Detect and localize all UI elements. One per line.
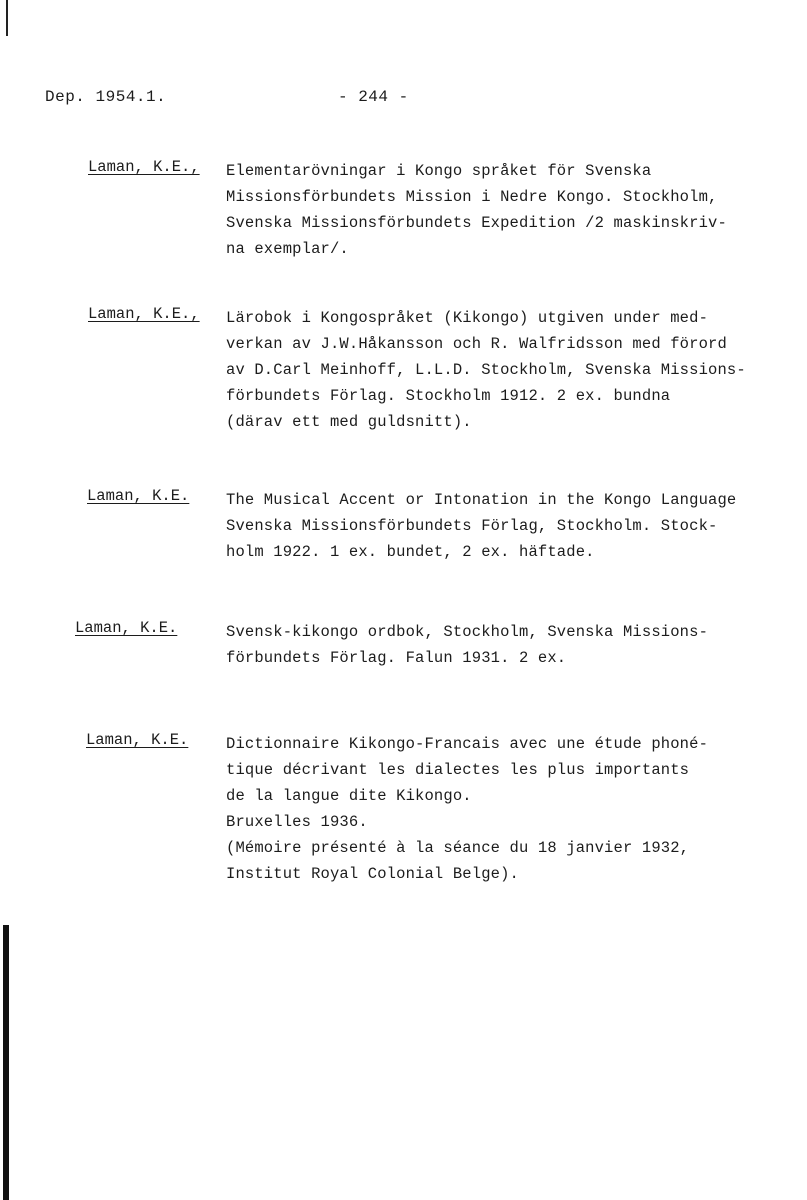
entry-author: Laman, K.E. (86, 731, 189, 749)
description-line: Svenska Missionsförbundets Expedition /2 maskinskriv- (226, 214, 727, 232)
description-line: de la langue dite Kikongo. (226, 787, 472, 805)
description-line: förbundets Förlag. Stockholm 1912. 2 ex. bundna (226, 387, 671, 405)
description-line: Missionsförbundets Mission i Nedre Kongo. Stockholm, (226, 188, 718, 206)
deposit-reference: Dep. 1954.1. (45, 88, 167, 106)
entry-author: Laman, K.E., (88, 305, 200, 323)
description-line: Svenska Missionsförbundets Förlag, Stockholm. Stock- (226, 517, 718, 535)
description-line: (därav ett med guldsnitt). (226, 413, 472, 431)
description-line: tique décrivant les dialectes les plus importants (226, 761, 690, 779)
entry-author: Laman, K.E., (88, 158, 200, 176)
entry-description (226, 305, 804, 435)
scan-edge-mark (6, 0, 8, 36)
description-line: förbundets Förlag. Falun 1931. 2 ex. (226, 649, 567, 667)
description-line: Svensk-kikongo ordbok, Stockholm, Svenska Missions- (226, 623, 709, 641)
description-line: holm 1922. 1 ex. bundet, 2 ex. häftade. (226, 543, 595, 561)
scan-edge-mark (3, 925, 9, 1200)
entry-description (226, 731, 804, 887)
description-line: The Musical Accent or Intonation in the Kongo Language (226, 491, 737, 509)
page-number: - 244 - (338, 88, 409, 106)
description-line: verkan av J.W.Håkansson och R. Walfridsson med förord (226, 335, 727, 353)
entry-description (226, 619, 804, 671)
description-line: (Mémoire présenté à la séance du 18 janvier 1932, (226, 839, 690, 857)
entry-author: Laman, K.E. (75, 619, 178, 637)
entry-author: Laman, K.E. (87, 487, 190, 505)
entry-description (226, 158, 804, 262)
entry-description (226, 487, 804, 565)
description-line: Institut Royal Colonial Belge). (226, 865, 519, 883)
description-line: av D.Carl Meinhoff, L.L.D. Stockholm, Svenska Missions- (226, 361, 746, 379)
description-line: na exemplar/. (226, 240, 349, 258)
description-line: Elementarövningar i Kongo språket för Svenska (226, 162, 652, 180)
description-line: Lärobok i Kongospråket (Kikongo) utgiven under med- (226, 309, 709, 327)
description-line: Bruxelles 1936. (226, 813, 368, 831)
description-line: Dictionnaire Kikongo-Francais avec une étude phoné- (226, 735, 709, 753)
